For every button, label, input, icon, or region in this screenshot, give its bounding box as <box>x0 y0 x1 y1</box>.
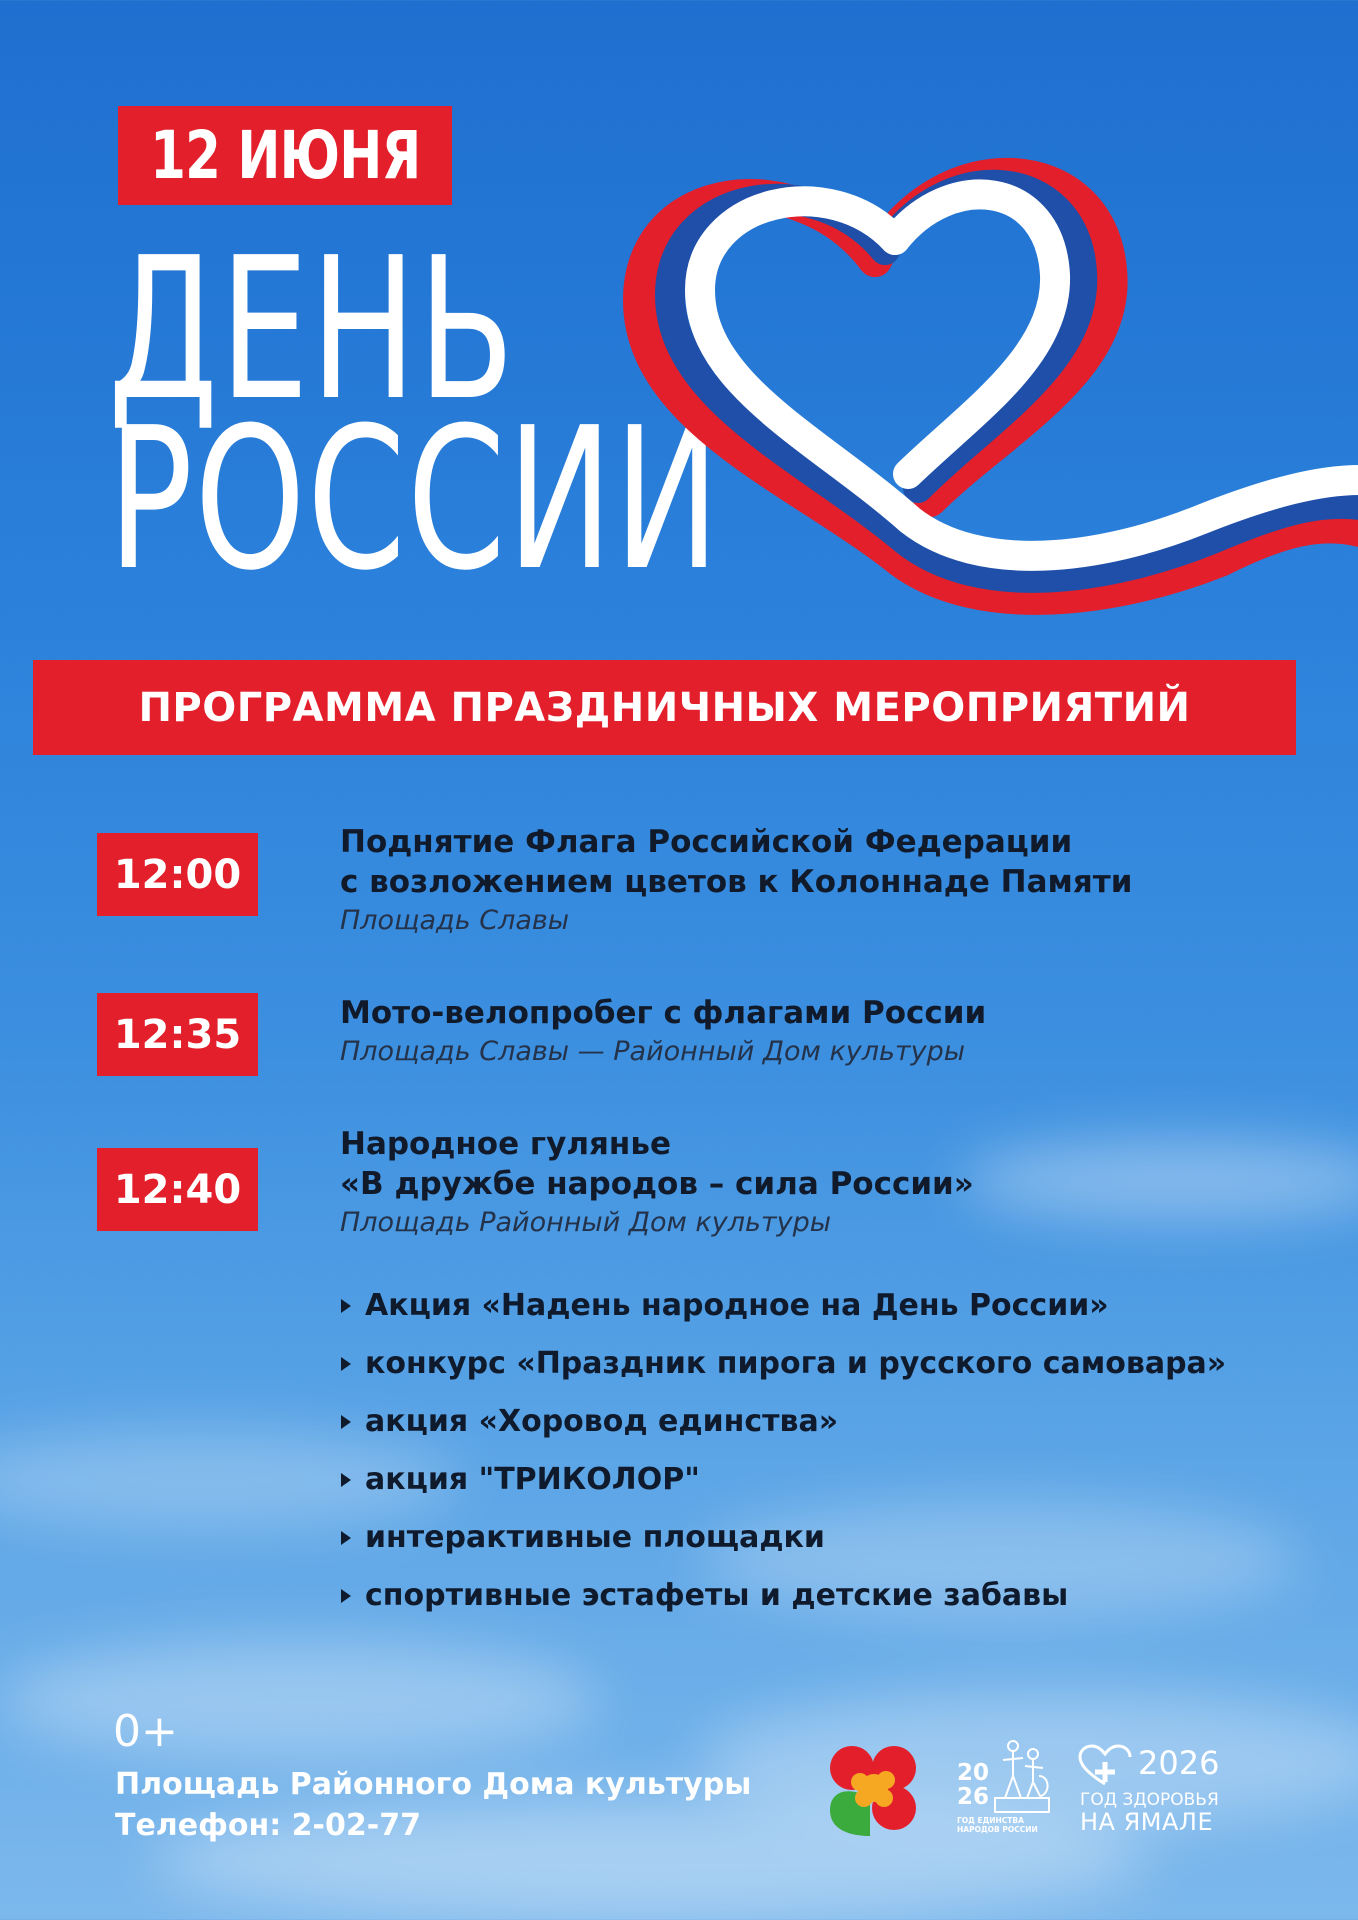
triangle-bullet-icon <box>341 1473 351 1487</box>
triangle-bullet-icon <box>341 1415 351 1429</box>
event-title-line: Народное гулянье <box>340 1126 671 1162</box>
list-item: спортивные эстафеты и детские забавы <box>337 1576 1226 1634</box>
event-title-line: Поднятие Флага Российской Федерации <box>340 824 1073 860</box>
venue-text: Площадь Районного Дома культуры <box>115 1767 752 1802</box>
tricolor-heart-icon <box>600 100 1358 620</box>
event-title-line: Мото-велопробег с флагами России <box>340 995 987 1031</box>
program-banner-text: ПРОГРАММА ПРАЗДНИЧНЫХ МЕРОПРИЯТИЙ <box>138 684 1191 731</box>
event-place: Площадь Районный Дом культуры <box>340 1207 832 1238</box>
event-1 <box>340 822 1300 940</box>
date-badge <box>118 106 452 205</box>
unity-monument-icon <box>991 1736 1053 1814</box>
age-rating: 0+ <box>113 1706 178 1757</box>
flower-logo-icon <box>822 1738 924 1840</box>
health-caption-line1: ГОД ЗДОРОВЬЯ <box>1080 1790 1219 1810</box>
list-item: акция "ТРИКОЛОР" <box>337 1460 1226 1518</box>
event-place: Площадь Славы <box>340 905 570 936</box>
date-text: 12 ИЮНЯ <box>149 117 421 194</box>
triangle-bullet-icon <box>341 1299 351 1313</box>
activities-list <box>337 1286 1226 1634</box>
event-title-line: с возложением цветов к Колоннаде Памяти <box>340 864 1133 900</box>
unity-year-top: 20 <box>957 1760 990 1786</box>
event-place: Площадь Славы — Районный Дом культуры <box>340 1036 966 1067</box>
triangle-bullet-icon <box>341 1357 351 1371</box>
time-badge-2 <box>97 993 258 1076</box>
triangle-bullet-icon <box>341 1589 351 1603</box>
health-caption-line2: НА ЯМАЛЕ <box>1080 1808 1214 1836</box>
time-text: 12:00 <box>113 851 242 898</box>
health-year: 2026 <box>1138 1744 1220 1782</box>
unity-year-bottom: 26 <box>957 1784 990 1810</box>
event-2 <box>340 993 1300 1071</box>
list-item: Акция «Надень народное на День России» <box>337 1286 1226 1344</box>
time-text: 12:40 <box>113 1166 242 1213</box>
title-line-1: ДЕНЬ <box>108 216 517 444</box>
time-badge-3 <box>97 1148 258 1231</box>
title-line-2: РОССИИ <box>108 386 722 614</box>
event-3 <box>340 1124 1300 1242</box>
list-item: акция «Хоровод единства» <box>337 1402 1226 1460</box>
event-title-line: «В дружбе народов – сила России» <box>340 1166 974 1202</box>
health-year-logo <box>1076 1744 1236 1836</box>
time-badge-1 <box>97 833 258 916</box>
triangle-bullet-icon <box>341 1531 351 1545</box>
time-text: 12:35 <box>113 1011 242 1058</box>
list-item: конкурс «Праздник пирога и русского самовара» <box>337 1344 1226 1402</box>
heart-plus-icon <box>1076 1744 1134 1788</box>
program-banner <box>33 660 1296 755</box>
list-item: интерактивные площадки <box>337 1518 1226 1576</box>
unity-year-logo <box>955 1736 1055 1840</box>
phone-text: Телефон: 2-02-77 <box>115 1808 421 1843</box>
unity-caption: ГОД ЕДИНСТВА НАРОДОВ РОССИИ <box>957 1816 1038 1834</box>
